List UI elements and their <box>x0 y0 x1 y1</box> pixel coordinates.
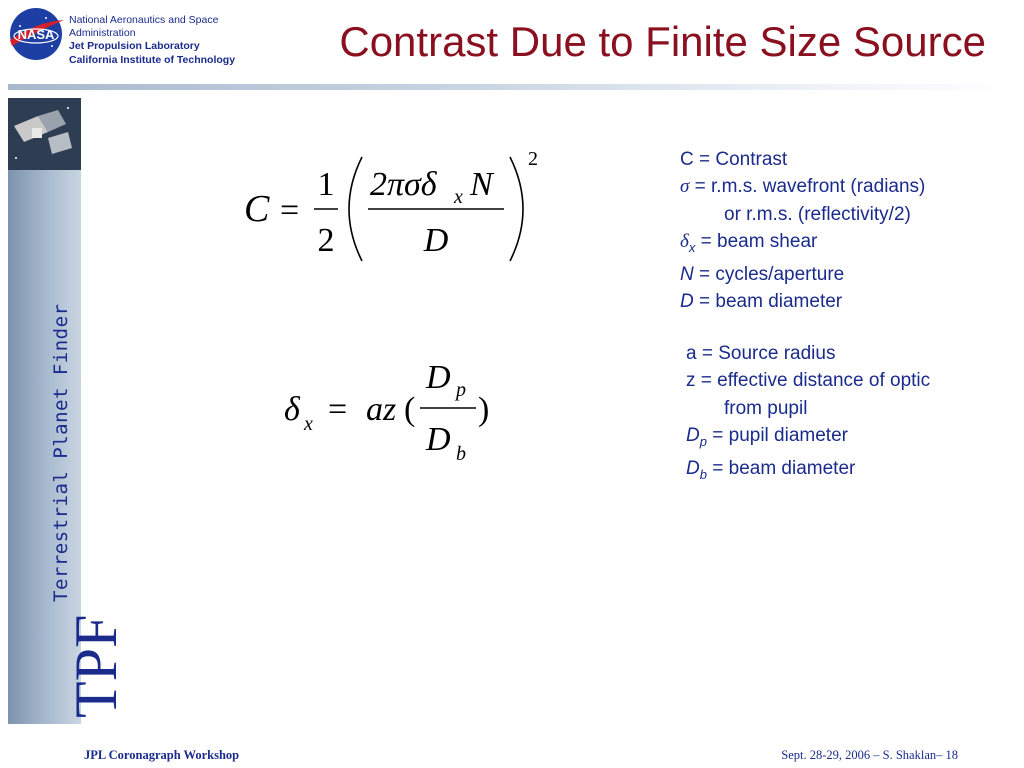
org-line-2: Administration <box>69 27 136 40</box>
header-divider <box>8 84 1018 90</box>
db-subscript: b <box>699 466 707 482</box>
def-d <box>680 288 925 315</box>
def-delta <box>680 228 925 261</box>
eq1-inner-num-sub: x <box>454 186 463 208</box>
svg-text:NASA: NASA <box>17 27 55 42</box>
eq1-lhs: C <box>244 188 270 230</box>
eq2-lparen: ( <box>404 391 416 428</box>
sigma-symbol: σ <box>680 176 690 198</box>
eq1-left-paren <box>349 157 362 261</box>
eq2-equals: = <box>328 391 348 428</box>
def-source-radius: a = Source radius <box>686 343 836 364</box>
organization-text <box>69 14 235 67</box>
slide-title: Contrast Due to Finite Size Source <box>339 18 986 65</box>
db-symbol: D <box>686 457 700 479</box>
definitions-list-1 <box>680 146 925 316</box>
delta-text: = beam shear <box>695 230 818 252</box>
dp-subscript: p <box>699 433 707 449</box>
eq2-den: D <box>426 421 451 458</box>
eq2-lhs-sub: x <box>304 413 313 435</box>
n-symbol: N <box>680 263 694 285</box>
definitions-list-2 <box>686 340 930 488</box>
eq2-lhs: δ <box>284 391 300 428</box>
eq1-inner-den: D <box>423 222 449 259</box>
eq2-az: az <box>366 391 397 428</box>
d-text: = beam diameter <box>693 291 843 313</box>
beam-shear-equation <box>280 350 510 470</box>
org-line-3: Jet Propulsion Laboratory <box>69 40 200 53</box>
eq2-num-sub: p <box>456 379 466 401</box>
d-symbol: D <box>680 291 694 313</box>
def-n <box>680 261 925 288</box>
def-pupil-diameter <box>686 422 930 455</box>
spacecraft-image <box>8 98 81 170</box>
db-text: = beam diameter <box>706 457 856 479</box>
nasa-logo <box>6 6 66 62</box>
def-sigma <box>680 173 925 200</box>
eq1-inner-num-n: N <box>470 166 493 203</box>
eq1-inner-num: 2πσδ <box>370 166 437 203</box>
slide-footer <box>0 744 1024 768</box>
n-text: = cycles/aperture <box>693 263 845 285</box>
def-beam-diameter <box>686 455 930 488</box>
delta-subscript: x <box>688 239 696 255</box>
org-line-4: California Institute of Technology <box>69 53 236 66</box>
delta-symbol: δ <box>680 230 689 252</box>
def-distance: z = effective distance of optic <box>686 370 931 392</box>
eq1-equals: = <box>280 192 300 229</box>
org-line-1: National Aeronautics and Space <box>69 14 219 26</box>
eq2-num: D <box>426 359 451 396</box>
footer-date-author-page: Sept. 28-29, 2006 – S. Shaklan– 18 <box>781 748 958 762</box>
eq1-power: 2 <box>528 148 538 170</box>
contrast-equation <box>240 145 560 275</box>
eq2-den-sub: b <box>456 443 466 465</box>
sigma-text: = r.m.s. wavefront (radians) <box>689 176 926 198</box>
slide-header <box>0 0 1024 86</box>
def-contrast: C = Contrast <box>680 149 788 170</box>
mission-tagline: Terrestrial Planet Finder <box>50 303 72 602</box>
eq2-rparen: ) <box>478 391 490 428</box>
dp-symbol: D <box>686 424 700 446</box>
eq1-frac-den: 2 <box>317 222 335 259</box>
eq1-right-paren <box>510 157 523 261</box>
tpf-mark: TPF <box>63 614 129 718</box>
def-sigma-continued: or r.m.s. (reflectivity/2) <box>724 203 911 225</box>
eq1-frac-num: 1 <box>317 166 335 203</box>
def-distance-continued: from pupil <box>724 397 808 419</box>
dp-text: = pupil diameter <box>706 424 848 446</box>
footer-event: JPL Coronagraph Workshop <box>84 748 240 762</box>
